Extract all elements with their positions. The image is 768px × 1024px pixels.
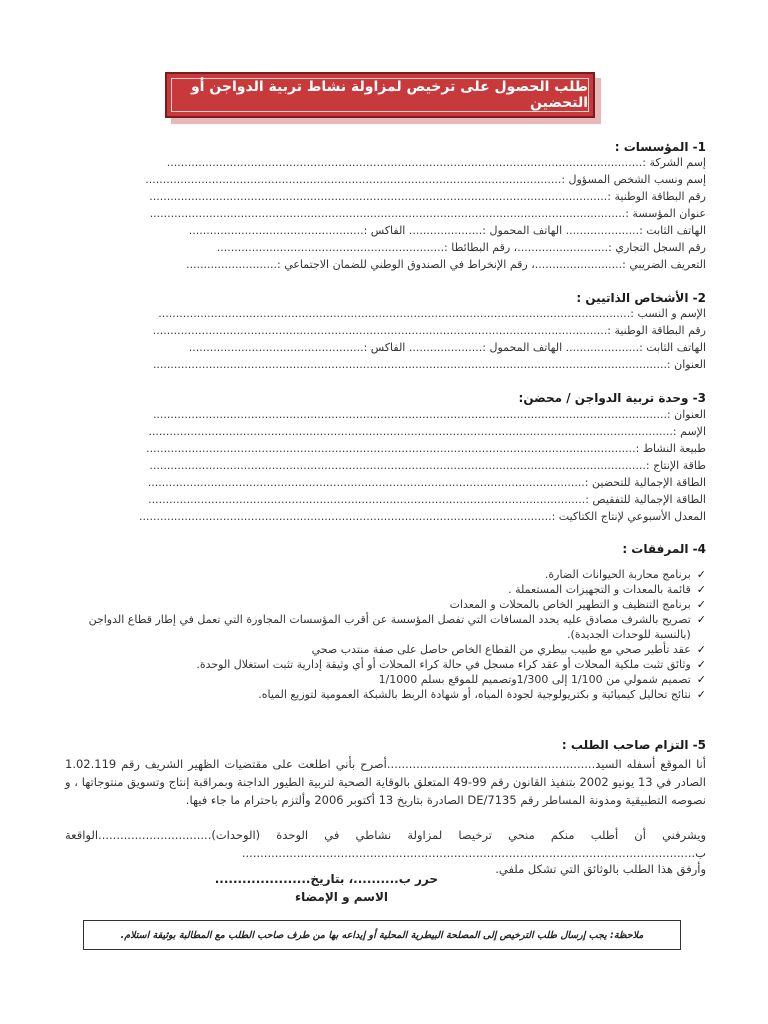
person-id-field: رقم البطاقة الوطنية :.................................................................................................................................. xyxy=(152,324,706,337)
title-banner xyxy=(165,72,601,124)
check-icon: ✓ xyxy=(696,658,706,671)
attachment-item: ✓ تصميم شمولي من 1/100 إلى 1/300وتصميم للموقع بسلم 1/1000 xyxy=(378,673,706,686)
company-address-field: عنوان المؤسسة :........................................................................................................................................ xyxy=(149,207,706,220)
check-icon: ✓ xyxy=(696,643,706,656)
check-icon: ✓ xyxy=(696,598,706,611)
section3-heading: 3- وحدة تربية الدواجن / محضن: xyxy=(518,391,706,405)
responsible-person-field: إسم ونسب الشخص المسؤول :....................................................................................................................... xyxy=(145,173,706,186)
attachment-item: ✓ تصريح بالشرف مصادق عليه يحدد المسافات التي تفصل المؤسسة عن أقرب المؤسسات المجاورة التي تعمل في إطار قطاع الدواجن (بالنسبة للوحدات الجديدة). xyxy=(88,613,706,641)
request-paragraph: ويشرفني أن أطلب منكم منحي ترخيصا لمزاولة نشاطي في الوحدة (الوحدات)...............................الواقعة ب............................................................................................................................ xyxy=(65,828,706,860)
unit-name-field: الإسم :...................................................................................................................................................... xyxy=(148,425,706,438)
person-address-field: العنوان :................................................................................................................................................... xyxy=(152,358,706,371)
attachment-item: ✓ برنامج التنظيف و التطهير الخاص بالمحلات و المعدات xyxy=(449,598,706,611)
attachments-paragraph: وأرفق هذا الطلب بالوثائق التي تشكل ملفي. xyxy=(495,862,706,876)
weekly-chick-production-field: المعدل الأسبوعي لإنتاج الكتاكيت :...................................................................................................................... xyxy=(138,510,706,523)
company-name-field: إسم الشركة :........................................................................................................................................ xyxy=(166,156,706,169)
check-icon: ✓ xyxy=(696,613,706,626)
section4-heading: 4- المرفقات : xyxy=(622,542,706,556)
unit-address-field: العنوان :................................................................................................................................................... xyxy=(152,408,706,421)
hatching-capacity-field: الطاقة الإجمالية للتفقيص :............................................................................................................................. xyxy=(148,493,706,506)
name-and-signature: الاسم و الإمضاء xyxy=(294,890,388,904)
phone-fax-field: الهاتف الثابت :..................... الهاتف المحمول :..................... الفاكس :.................................................. xyxy=(188,224,706,237)
attachment-item: ✓ برنامج محاربة الحيوانات الضارة. xyxy=(544,568,706,581)
signed-at-date: حرر ب..........، بتاريخ..................... xyxy=(214,872,438,886)
note-box: ملاحظة: يجب إرسال طلب الترخيص إلى المصلحة البيطرية المحلية أو إيداعه بها من طرف صاحب الطلب مع المطالبة بوثيقة استلام. xyxy=(83,920,681,950)
section5-heading: 5- التزام صاحب الطلب : xyxy=(561,738,706,752)
check-icon: ✓ xyxy=(696,673,706,686)
trade-register-field: رقم السجل التجاري :..........................، رقم البطائطا :................................................................. xyxy=(216,241,706,254)
attachments-list xyxy=(65,567,706,702)
attachment-item: ✓ نتائج تحاليل كيميائية و بكتريولوجية لجودة المياه، أو شهادة الربط بالشبكة العمومية لتوزيع المياه. xyxy=(258,688,706,701)
check-icon: ✓ xyxy=(696,583,706,596)
production-capacity-field: طاقة الإنتاج :.............................................................................................................................................. xyxy=(149,459,706,472)
check-icon: ✓ xyxy=(696,568,706,581)
national-id-field: رقم البطاقة الوطنية :................................................................................................................................... xyxy=(149,190,706,203)
title-box xyxy=(165,72,595,118)
attachment-item: ✓ وثائق تثبت ملكية المحلات أو عقد كراء مسجل في حالة كراء المحلات أو أي وثيقة إدارية تثبت استغلال الوحدة. xyxy=(196,658,706,671)
check-icon: ✓ xyxy=(696,688,706,701)
section2-heading: 2- الأشخاص الذاتيين : xyxy=(576,291,706,305)
attachment-item: ✓ قائمة بالمعدات و التجهيزات المستعملة . xyxy=(508,583,706,596)
section1-heading: 1- المؤسسات : xyxy=(614,140,706,154)
incubation-capacity-field: الطاقة الإجمالية للتحضين :............................................................................................................................. xyxy=(147,476,706,489)
person-phone-field: الهاتف الثابت :..................... الهاتف المحمول :..................... الفاكس :.................................................. xyxy=(188,341,706,354)
person-name-field: الإسم و النسب :....................................................................................................................................... xyxy=(158,307,706,320)
form-title: طلب الحصول على ترخيص لمزاولة نشاط تربية الدواجن أو التحضين xyxy=(171,78,589,112)
tax-id-field: التعريف الضريبي :.........................، رقم الإنخراط في الصندوق الوطني للضمان الاجتماعي :.......................... xyxy=(186,258,706,271)
commitment-paragraph: أنا الموقع أسفله السيد.........................................................أصرح بأني اطلعت على مقتضيات الظهير الشريف رقم 1.02.119 الصادر في 13 يونيو 2002 بتنفيذ القانون رقم 99-49 المتعلق بالوقاية الصحية لتربية الطيور الداجنة وبمراقبة إنتاج وتسويق منتوجاتها ، و نصوصه التطبيقية ومدونة المساطر رقم 7135/DE الصادرة بتاريخ 13 أكتوبر 2006 وألتزم باحترام ما جاء فيها. xyxy=(65,757,706,807)
attachment-item: ✓ عقد تأطير صحي مع طبيب بيطري من القطاع الخاص حاصل على صفة منتدب صحي xyxy=(311,643,706,656)
activity-type-field: طبيعة النشاط :............................................................................................................................................ xyxy=(146,442,706,455)
